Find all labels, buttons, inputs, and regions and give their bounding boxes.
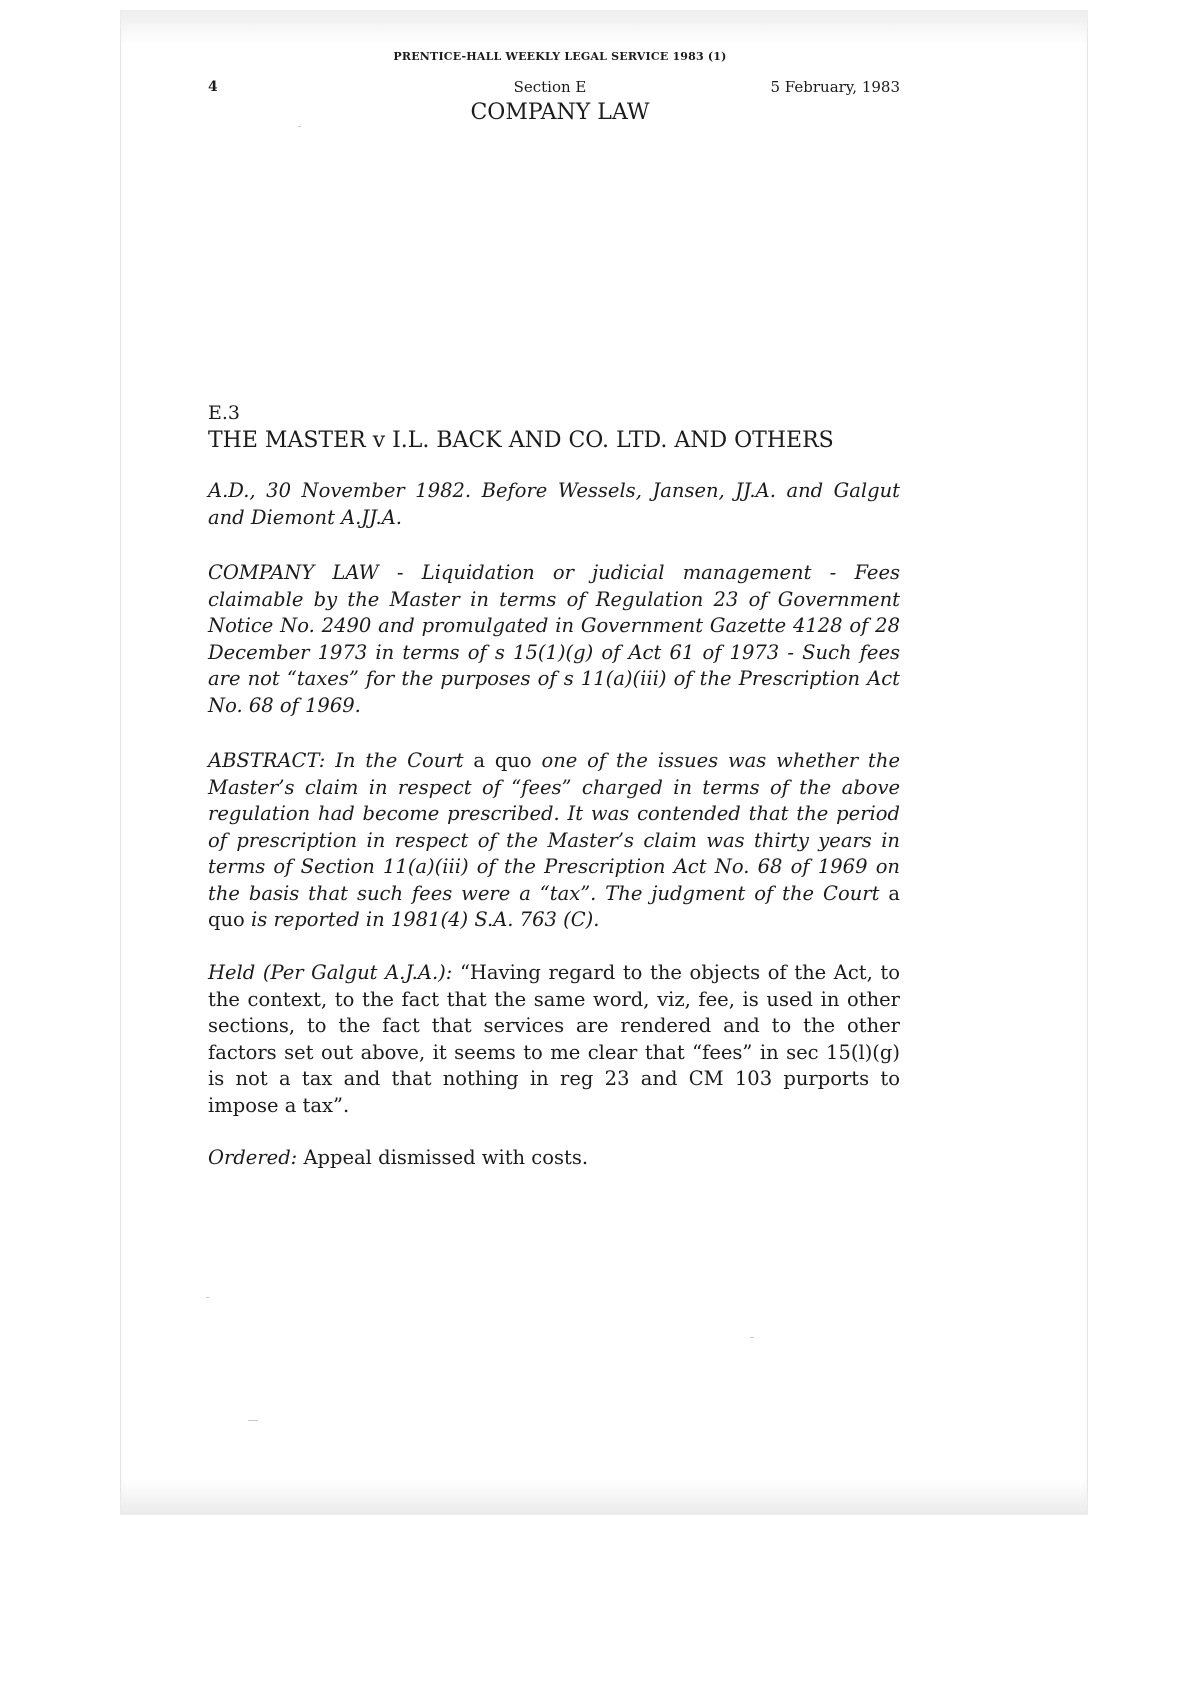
case-number: E.3 [208,402,240,424]
case-title: THE MASTER v I.L. BACK AND CO. LTD. AND OTHERS [208,428,834,453]
section-label: Section E [513,78,587,96]
held-paragraph [208,960,900,1119]
scan-speck [298,126,301,127]
abstract-body: one of the issues was whether the Master’s claim in respect of “fees” charged in terms of the above regulation had become prescribed. It was contended that the period of prescription in respect of the Master’s claim was thirty years in terms of Section 11(a)(iii) of the Prescription Act No. 68 of 1969 on the basis that such fees were a “tax”. The judgment of the Court [208,749,900,905]
order-text: Appeal dismissed with costs. [303,1146,589,1169]
scan-shadow-bottom [120,1480,1088,1515]
scan-speck [206,1297,209,1298]
court-line: A.D., 30 November 1982. Before Wessels, Jansen, JJ.A. and Galgut and Diemont A.JJ.A. [208,479,900,529]
abstract-quo: a quo [473,749,532,772]
order-label: Ordered: [208,1146,298,1169]
order-paragraph [208,1145,900,1172]
headnote: COMPANY LAW - Liquidation or judicial management - Fees claimable by the Master in terms of Regulation 23 of Government Notice No. 2490 and promulgated in Government Gazette 4128 of 28 December 1973 in terms of s 15(1)(g) of Act 61 of 1973 - Such fees are not “taxes” for the purposes of s 11(a)(iii) of the Prescription Act No. 68 of 1969. [208,561,900,717]
held-label: Held (Per Galgut A.J.A.): [208,961,453,984]
abstract-citation: is reported in 1981(4) S.A. 763 (C). [251,908,600,931]
abstract-quo: a quo [208,881,900,931]
held-text: “Having regard to the objects of the Act, to the context, to the fact that the same word, viz, fee, is used in other sections, to the fact that services are rendered and to the other factors set out above, it seems to me clear that “fees” in sec 15(l)(g) is not a tax and that nothing in reg 23 and CM 103 purports to impose a tax”. [208,961,900,1117]
scan-shadow-top [120,10,1088,44]
running-header: PRENTICE-HALL WEEKLY LEGAL SERVICE 1983 (1) [393,50,727,63]
section-title: COMPANY LAW [470,100,650,125]
abstract-paragraph [208,748,900,934]
scan-speck [750,1337,754,1338]
page-number: 4 [208,79,218,95]
issue-date: 5 February, 1983 [770,78,900,96]
abstract-lead: ABSTRACT: In the Court [208,749,464,772]
scan-speck [248,1420,258,1421]
